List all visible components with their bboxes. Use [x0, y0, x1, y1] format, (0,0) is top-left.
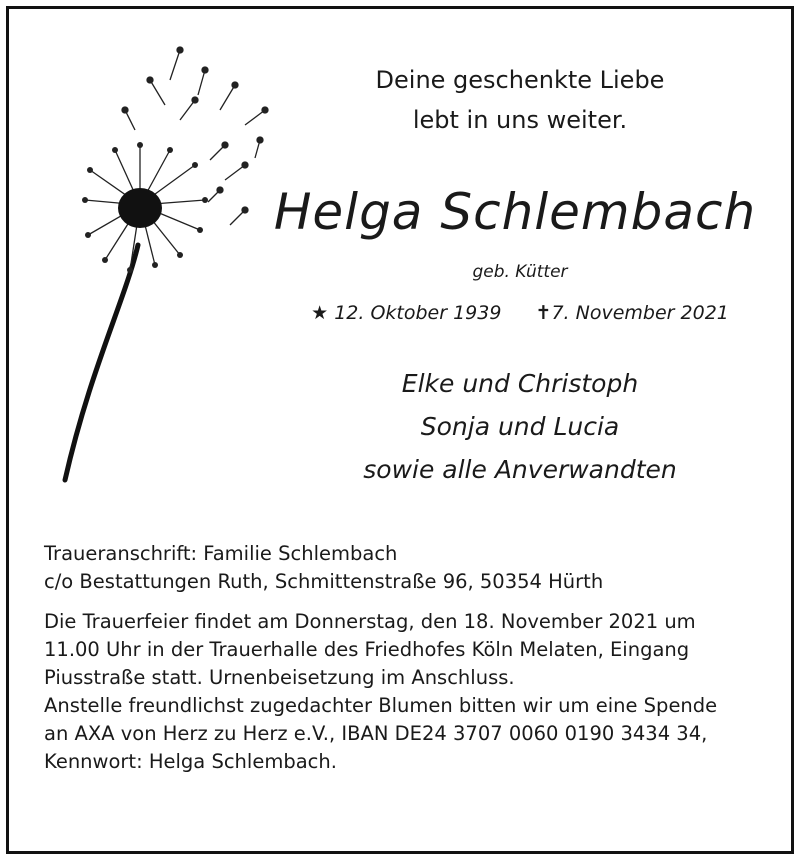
deceased-name: Helga Schlembach — [273, 183, 757, 241]
birth-date: 12. Oktober 1939 — [334, 302, 502, 324]
survivors-list — [300, 362, 740, 491]
survivor-line: Elke und Christoph — [401, 369, 639, 398]
donation-line: Anstelle freundlichst zugedachter Blumen bitten wir um eine Spende — [44, 694, 718, 717]
ceremony-line: Piusstraße statt. Urnenbeisetzung im Anschluss. — [44, 666, 515, 689]
donation-line: an AXA von Herz zu Herz e.V., IBAN DE24 3707 0060 0190 3434 34, — [44, 722, 708, 745]
cross-icon: ✝ — [535, 302, 552, 324]
ceremony-line: Die Trauerfeier findet am Donnerstag, den 18. November 2021 um — [44, 610, 696, 633]
ceremony-line: 11.00 Uhr in der Trauerhalle des Friedhofes Köln Melaten, Eingang — [44, 638, 690, 661]
survivor-line: sowie alle Anverwandten — [363, 455, 677, 484]
death-date: 7. November 2021 — [551, 302, 729, 324]
address-line: c/o Bestattungen Ruth, Schmittenstraße 96, 50354 Hürth — [44, 570, 604, 593]
motto-line: lebt in uns weiter. — [412, 106, 628, 134]
dandelion-icon — [30, 40, 290, 490]
dandelion-stem — [65, 245, 138, 480]
notice-details — [44, 540, 768, 776]
star-icon: ★ — [311, 302, 329, 324]
donation-line: Kennwort: Helga Schlembach. — [44, 750, 337, 773]
motto — [300, 60, 740, 140]
motto-line: Deine geschenkte Liebe — [375, 66, 665, 94]
survivor-line: Sonja und Lucia — [420, 412, 620, 441]
life-dates — [300, 302, 740, 324]
address-line: Traueranschrift: Familie Schlembach — [44, 542, 398, 565]
maiden-name: geb. Kütter — [472, 262, 568, 282]
